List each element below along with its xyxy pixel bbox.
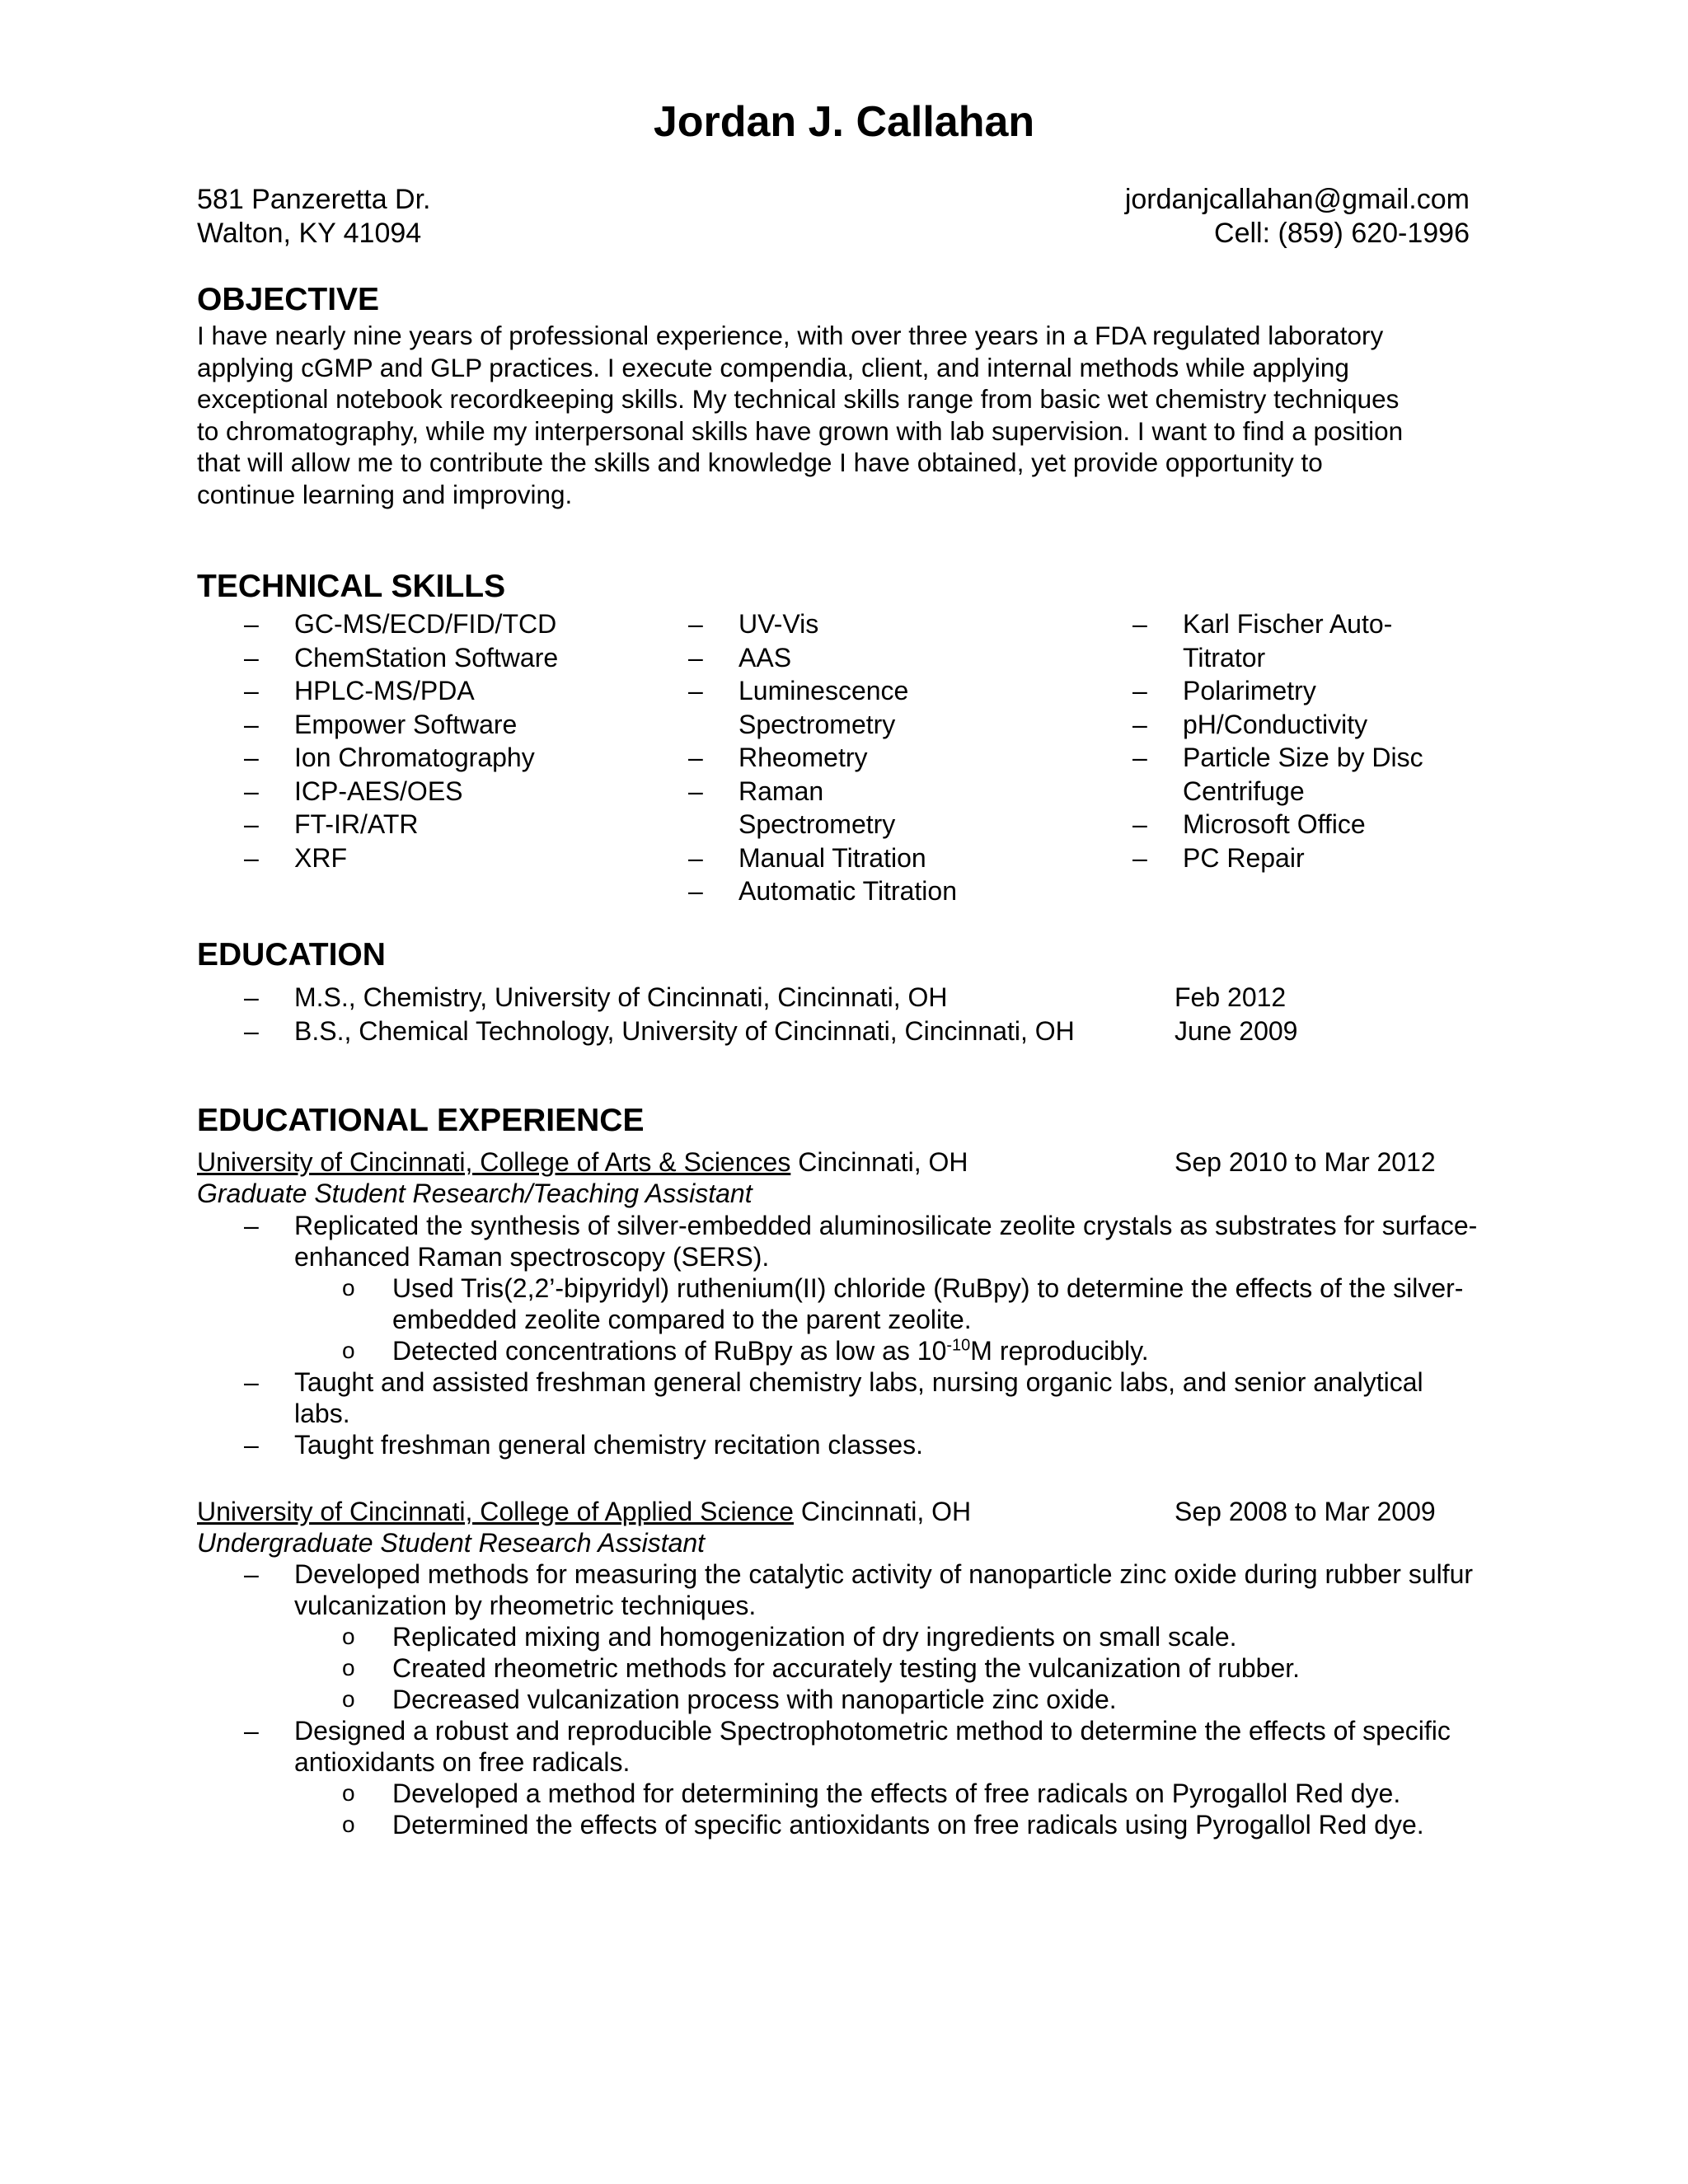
- contact-block: [1125, 183, 1470, 251]
- job-sub-bullet: o Determined the effects of specific antioxidants on free radicals using Pyrogallol Red dye.: [342, 1810, 1424, 1840]
- job-sub-bullet: o Detected concentrations of RuBpy as low as $10^{-10}M$ reproducibly.: [342, 1336, 1149, 1366]
- resume-name: Jordan J. Callahan: [653, 98, 1035, 146]
- education-degree: M.S., Chemistry, University of Cincinnati, Cincinnati, OH: [294, 982, 948, 1012]
- skills-column-1: [197, 607, 626, 874]
- skills-column-2: [641, 607, 987, 908]
- job-title: Graduate Student Research/Teaching Assistant: [197, 1179, 753, 1208]
- skill-item: – Raman Spectrometry: [688, 776, 896, 839]
- job-bullet: – Taught freshman general chemistry recitation classes.: [244, 1430, 924, 1460]
- skill-item: – Rheometry: [688, 743, 868, 772]
- skills-column-3: [1085, 607, 1448, 874]
- job-sub-bullet: o Decreased vulcanization process with nanoparticle zinc oxide.: [342, 1685, 1117, 1714]
- job-location: Cincinnati, OH: [790, 1147, 968, 1177]
- education-date: June 2009: [1175, 1016, 1298, 1046]
- skill-item: – Ion Chromatography: [244, 743, 535, 772]
- job-organization: University of Cincinnati, College of Applied Science: [197, 1497, 794, 1526]
- job-organization: University of Cincinnati, College of Arts & Sciences: [197, 1147, 791, 1177]
- skill-item: – Polarimetry: [1132, 676, 1316, 705]
- job-bullet: – Developed methods for measuring the catalytic activity of nanoparticle zinc oxide during rubber sulfur vulcanization by rheometric techniques.: [244, 1559, 1474, 1620]
- job-sub-bullet: o Used Tris(2,2’-bipyridyl) ruthenium(II) chloride (RuBpy) to determine the effects of the silver-embedded zeolite compared to the parent zeolite.: [342, 1273, 1464, 1334]
- address-line-2: Walton, KY 41094: [197, 218, 422, 249]
- job-header: [197, 1146, 1516, 1178]
- resume-page: Jordan J. Callahan 581 Panzeretta Dr. Walton, KY 41094 jordanjcallahan@gmail.com Cell: (859) 620-1996 OBJECTIVE I have nearly nine years of professional experience, with over three years in a FDA regulated laboratory applying cGMP and GLP practices. I execute compendia, client, and internal methods while applying exceptional notebook recordkeeping skills. My technical skills range from basic wet chemistry techniques to chromatography, while my interpersonal skills have grown with lab supervision. I want to find a position that will allow me to contribute the skills and knowledge I have obtained, yet provide opportunity to continue learning and improving. TECHNICAL SKILLS – GC-MS/ECD/FID/TCD – ChemStation Software – HPLC-MS/PDA – Empower Software – Ion Chromatography – ICP-AES/OES – FT-IR/ATR – XRF – UV-Vis – AAS – Luminescence Spectrometry – Rheometry – Raman Spectrometry – Manual Titration – Automatic Titration – Karl Fischer Auto-Titrator – Polarimetry – pH/Conductivity – Particle Size by Disc Centrifuge – Microsoft Office – PC Repair EDUCATION – M.S., Chemistry, University of Cincinnati, Cincinnati, OH Feb 2012 – B.S., Chemical Technology, University of Cincinnati, Cincinnati, OH June 2009 EDUCATIONAL EXPERIENCE University of Cincinnati, College of Arts & Sciences Cincinnati, OH Sep 2010 to Mar 2012 Graduate Student Research/Teaching Assistant – Replicated the synthesis of silver-embedded aluminosilicate zeolite crystals as substrates for surface-enhanced Raman spectroscopy (SERS). o Used Tris(2,2’-bipyridyl) ruthenium(II) chloride (RuBpy) to determine the effects of the silver-embedded zeolite compared to the parent zeolite. o Detected concentrations of RuBpy as low as $10^{-10}M$ reproducibly. – Taught and assisted freshman general chemistry labs, nursing organic labs, and senior analytical labs. – Taught freshman general chemistry recitation classes. University of Cincinnati, College of Applied Science Cincinnati, OH Sep 2008 to Mar 2009 Undergraduate Student Research Assistant – Developed methods for measuring the catalytic activity of nanoparticle zinc oxide during rubber sulfur vulcanization by rheometric techniques. o Replicated mixing and homogenization of dry ingredients on small scale. o Created rheometric methods for accurately testing the vulcanization of rubber. o Decreased vulcanization process with nanoparticle zinc oxide. – Designed a robust and reproducible Spectrophotometric method to determine the effects of specific antioxidants on free radicals. o Developed a method for determining the effects of free radicals on Pyrogallol Red dye. o Determined the effects of specific antioxidants on free radicals using Pyrogallol Red dye.: [0, 0, 1688, 2184]
- education-degree: B.S., Chemical Technology, University of Cincinnati, Cincinnati, OH: [294, 1016, 1075, 1046]
- address-line-1: 581 Panzeretta Dr.: [197, 184, 431, 215]
- skill-item: – AAS: [688, 642, 792, 673]
- job-header: [197, 1496, 1516, 1527]
- job-sub-bullet: o Created rheometric methods for accurately testing the vulcanization of rubber.: [342, 1653, 1301, 1683]
- email-text: jordanjcallahan@gmail.com: [1124, 184, 1470, 215]
- skill-item: – GC-MS/ECD/FID/TCD: [244, 609, 557, 639]
- skills-heading: TECHNICAL SKILLS: [197, 569, 506, 604]
- skill-item: – HPLC-MS/PDA: [244, 676, 475, 705]
- skill-item: – Manual Titration: [688, 842, 926, 873]
- job-title: Undergraduate Student Research Assistant: [197, 1528, 706, 1558]
- objective-line: applying cGMP and GLP practices. I execute compendia, client, and internal methods while applying: [197, 352, 1349, 382]
- skill-item: – Empower Software: [244, 709, 518, 739]
- skill-item: – PC Repair: [1132, 842, 1305, 873]
- job-bullet: – Designed a robust and reproducible Spectrophotometric method to determine the effects of specific antioxidants on free radicals.: [244, 1716, 1451, 1777]
- skill-item: – ChemStation Software: [244, 642, 559, 673]
- skill-item: – Automatic Titration: [688, 876, 957, 906]
- objective-line: that will allow me to contribute the skills and knowledge I have obtained, yet provide opportunity to: [197, 448, 1323, 477]
- objective-heading: OBJECTIVE: [197, 282, 380, 317]
- objective-line: I have nearly nine years of professional experience, with over three years in a FDA regulated laboratory: [197, 321, 1384, 350]
- job-date: Sep 2010 to Mar 2012: [1175, 1147, 1436, 1177]
- skill-item: – pH/Conductivity: [1132, 709, 1368, 739]
- skill-item: – UV-Vis: [688, 609, 819, 639]
- objective-line: continue learning and improving.: [197, 479, 573, 509]
- job-bullets: [197, 1210, 1483, 1460]
- experience-heading: EDUCATIONAL EXPERIENCE: [197, 1103, 645, 1138]
- skill-item: – ICP-AES/OES: [244, 776, 463, 806]
- skill-item: – FT-IR/ATR: [244, 809, 419, 839]
- job-bullets: [197, 1558, 1483, 1840]
- address-block: [197, 183, 431, 251]
- job-sub-bullet: o Developed a method for determining the effects of free radicals on Pyrogallol Red dye.: [342, 1779, 1401, 1808]
- skill-item: – Luminescence Spectrometry: [688, 676, 909, 739]
- skill-item: – Particle Size by Disc Centrifuge: [1132, 743, 1423, 806]
- skill-item: – Microsoft Office: [1132, 809, 1366, 839]
- job-location: Cincinnati, OH: [793, 1497, 972, 1526]
- education-date: Feb 2012: [1175, 982, 1287, 1012]
- job-sub-bullet: o Replicated mixing and homogenization of dry ingredients on small scale.: [342, 1622, 1237, 1652]
- education-heading: EDUCATION: [197, 937, 386, 972]
- skill-item: – XRF: [244, 842, 347, 873]
- phone-text: Cell: (859) 620-1996: [1214, 218, 1470, 249]
- job-date: Sep 2008 to Mar 2009: [1175, 1497, 1436, 1526]
- objective-line: exceptional notebook recordkeeping skills. My technical skills range from basic wet chemistry techniques: [197, 384, 1400, 414]
- skill-item: – Karl Fischer Auto-Titrator: [1132, 609, 1393, 673]
- job-bullet: – Replicated the synthesis of silver-embedded aluminosilicate zeolite crystals as substrates for surface-enhanced Raman spectroscopy (SERS).: [244, 1211, 1478, 1272]
- job-bullet: – Taught and assisted freshman general chemistry labs, nursing organic labs, and senior analytical labs.: [244, 1367, 1423, 1428]
- objective-line: to chromatography, while my interpersonal skills have grown with lab supervision. I want to find a position: [197, 415, 1404, 446]
- objective-paragraph: [197, 320, 1483, 510]
